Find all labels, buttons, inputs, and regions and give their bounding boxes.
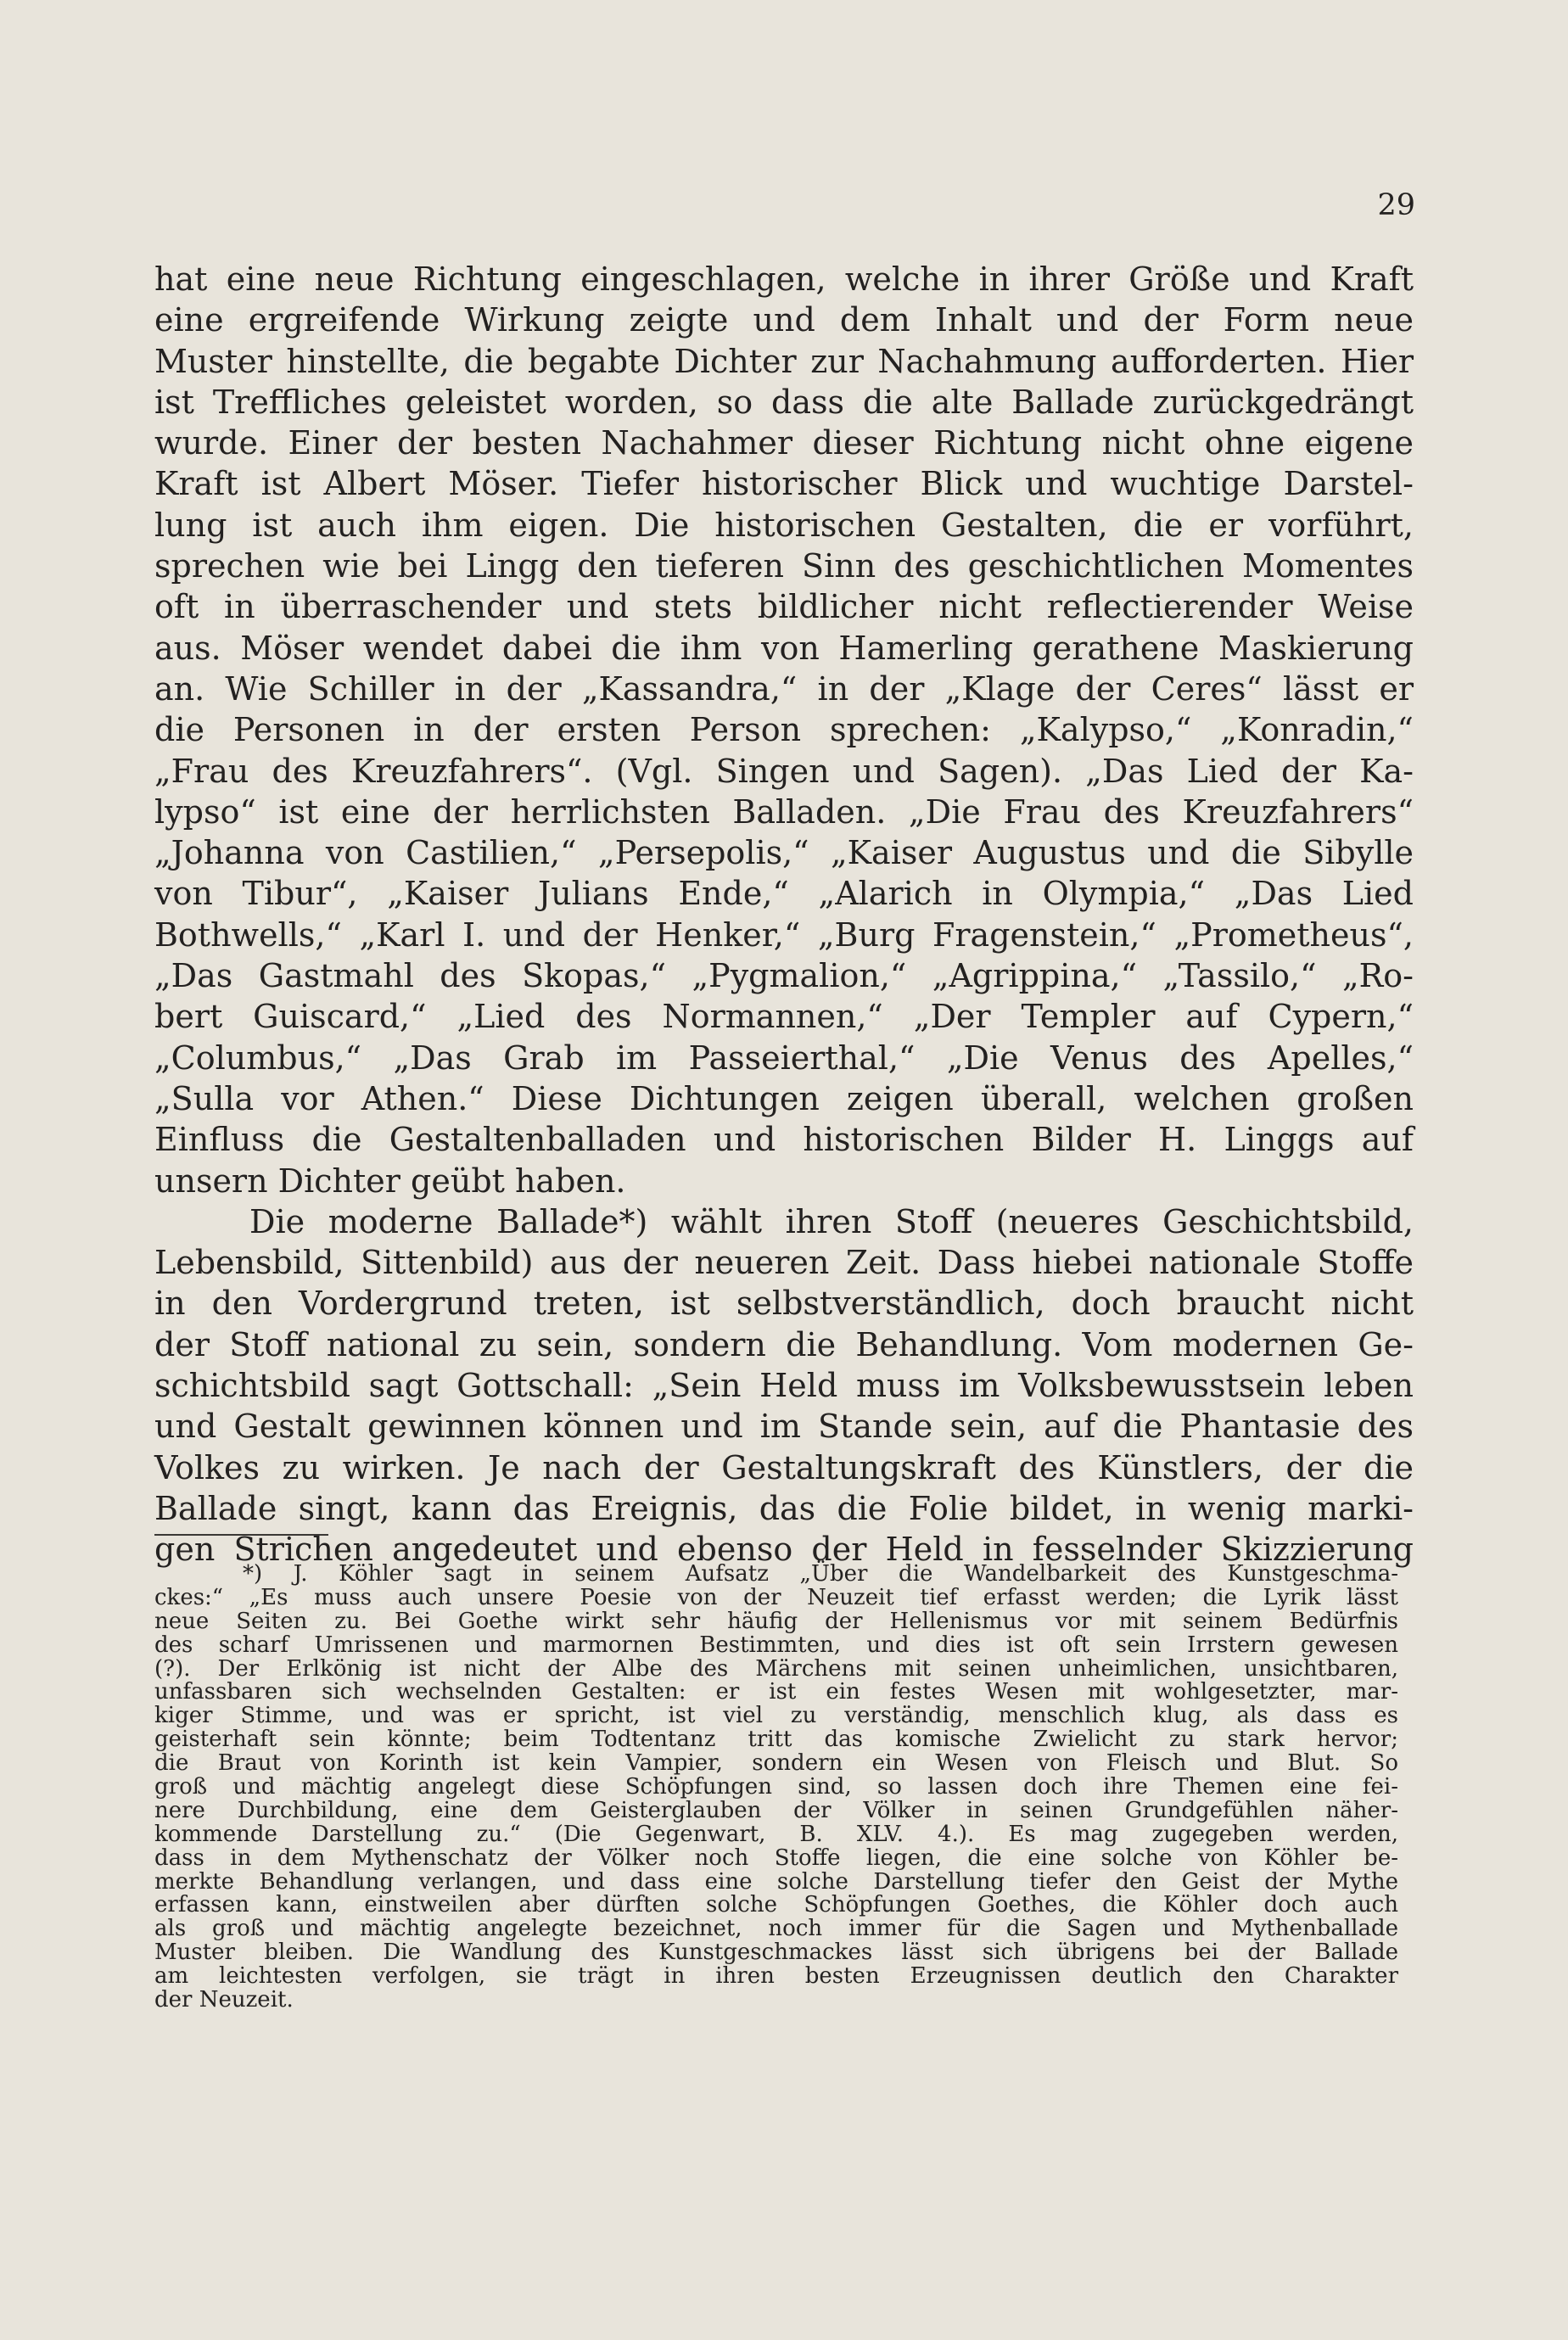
footnote-line: ckes:“ „Es muss auch unsere Poesie von der Neuzeit tief erfasst werden; die Lyrik lässt <box>154 1584 1398 1610</box>
footnote-line: (?). Der Erlkönig ist nicht der Albe des Märchens mit seinen unheimlichen, unsichtbaren, <box>154 1655 1398 1682</box>
body-text <box>154 259 1414 1570</box>
body-line: „Frau des Kreuzfahrers“. (Vgl. Singen und Sagen). „Das Lied der Ka- <box>154 752 1414 790</box>
body-line: an. Wie Schiller in der „Kassandra,“ in der „Klage der Ceres“ lässt er <box>154 669 1414 708</box>
body-line: Einfluss die Gestaltenballaden und historischen Bilder H. Linggs auf <box>154 1121 1414 1159</box>
footnote-line: geisterhaft sein könnte; beim Todtentanz tritt das komische Zwielicht zu stark hervor; <box>154 1727 1398 1753</box>
body-line: „Sulla vor Athen.“ Diese Dichtungen zeigen überall, welchen großen <box>154 1079 1414 1117</box>
body-line: Die moderne Ballade*) wählt ihren Stoff (neueres Geschichtsbild, <box>249 1202 1414 1240</box>
body-line: gen Strichen angedeutet und ebenso der Held in fesselnder Skizzierung <box>154 1531 1414 1569</box>
footnote-line: nere Durchbildung, eine dem Geisterglauben der Völker in seinen Grundgefühlen näher- <box>154 1797 1398 1823</box>
footnote-line: merkte Behandlung verlangen, und dass eine solche Darstellung tiefer den Geist der Mythe <box>154 1868 1398 1895</box>
body-line: der Stoff national zu sein, sondern die Behandlung. Vom modernen Ge- <box>154 1325 1414 1363</box>
body-line: „Johanna von Castilien,“ „Persepolis,“ „Kaiser Augustus und die Sibylle <box>154 834 1414 872</box>
body-line: wurde. Einer der besten Nachahmer dieser Richtung nicht ohne eigene <box>154 424 1414 462</box>
body-line: die Personen in der ersten Person sprechen: „Kalypso,“ „Konradin,“ <box>154 711 1414 749</box>
body-line: „Columbus,“ „Das Grab im Passeierthal,“ „Die Venus des Apelles,“ <box>154 1038 1414 1077</box>
footnote-line: kiger Stimme, und was er spricht, ist viel zu verständig, menschlich klug, als dass es <box>154 1703 1398 1729</box>
body-line: eine ergreifende Wirkung zeigte und dem Inhalt und der Form neue <box>154 301 1414 339</box>
body-line: Volkes zu wirken. Je nach der Gestaltungskraft des Künstlers, der die <box>154 1448 1414 1486</box>
body-line: Lebensbild, Sittenbild) aus der neueren Zeit. Dass hiebei nationale Stoffe <box>154 1244 1414 1282</box>
body-line: Ballade singt, kann das Ereignis, das die Folie bildet, in wenig marki- <box>154 1489 1414 1527</box>
footnote-line: dass in dem Mythenschatz der Völker noch Stoffe liegen, die eine solche von Köhler be- <box>154 1845 1398 1871</box>
body-line: sprechen wie bei Lingg den tieferen Sinn des geschichtlichen Momentes <box>154 547 1414 585</box>
body-line: oft in überraschender und stets bildlicher nicht reflectierender Weise <box>154 588 1414 626</box>
body-line: lung ist auch ihm eigen. Die historischen Gestalten, die er vorführt, <box>154 506 1414 544</box>
body-line: lypso“ ist eine der herrlichsten Balladen. „Die Frau des Kreuzfahrers“ <box>154 792 1414 831</box>
footnote-line: Muster bleiben. Die Wandlung des Kunstgeschmackes lässt sich übrigens bei der Ballade <box>154 1940 1398 1966</box>
body-line: von Tibur“, „Kaiser Julians Ende,“ „Alarich in Olympia,“ „Das Lied <box>154 875 1414 913</box>
footnote-line: des scharf Umrissenen und marmornen Bestimmten, und dies ist oft sein Irrstern gewesen <box>154 1632 1398 1658</box>
footnote-line: neue Seiten zu. Bei Goethe wirkt sehr häufig der Hellenismus vor mit seinem Bedürfnis <box>154 1608 1398 1634</box>
body-line: Muster hinstellte, die begabte Dichter zur Nachahmung aufforderten. Hier <box>154 342 1414 380</box>
body-line: bert Guiscard,“ „Lied des Normannen,“ „Der Templer auf Cypern,“ <box>154 998 1414 1036</box>
footnote-line: am leichtesten verfolgen, sie trägt in ihren besten Erzeugnissen deutlich den Charakter <box>154 1963 1398 1990</box>
body-line: unsern Dichter geübt haben. <box>154 1162 626 1200</box>
footnote-line: erfassen kann, einstweilen aber dürften solche Schöpfungen Goethes, die Köhler doch auch <box>154 1892 1398 1918</box>
body-line: „Das Gastmahl des Skopas,“ „Pygmalion,“ „Agrippina,“ „Tassilo,“ „Ro- <box>154 957 1414 995</box>
footnote-line: die Braut von Korinth ist kein Vampier, sondern ein Wesen von Fleisch und Blut. So <box>154 1750 1398 1777</box>
footnote <box>154 1563 1398 2013</box>
body-line: Bothwells,“ „Karl I. und der Henker,“ „Burg Fragenstein,“ „Prometheus“, <box>154 915 1414 954</box>
body-line: aus. Möser wendet dabei die ihm von Hamerling gerathene Maskierung <box>154 629 1414 667</box>
body-line: und Gestalt gewinnen können und im Stande sein, auf die Phantasie des <box>154 1408 1414 1446</box>
body-line: ist Treffliches geleistet worden, so dass die alte Ballade zurückgedrängt <box>154 383 1414 421</box>
footnote-line: *) J. Köhler sagt in seinem Aufsatz „Über die Wandelbarkeit des Kunstgeschma- <box>243 1561 1398 1587</box>
page-number: 29 <box>1377 188 1415 222</box>
footnote-line: der Neuzeit. <box>154 1987 294 2013</box>
footnote-line: groß und mächtig angelegt diese Schöpfungen sind, so lassen doch ihre Themen eine fei- <box>154 1774 1398 1800</box>
body-line: schichtsbild sagt Gottschall: „Sein Held muss im Volksbewusstsein leben <box>154 1367 1414 1405</box>
footnote-divider <box>154 1534 328 1536</box>
body-line: in den Vordergrund treten, ist selbstverständlich, doch braucht nicht <box>154 1285 1414 1323</box>
footnote-line: kommende Darstellung zu.“ (Die Gegenwart, B. XLV. 4.). Es mag zugegeben werden, <box>154 1821 1398 1847</box>
body-line: Kraft ist Albert Möser. Tiefer historischer Blick und wuchtige Darstel- <box>154 465 1414 503</box>
footnote-line: als groß und mächtig angelegte bezeichnet, noch immer für die Sagen und Mythenballade <box>154 1916 1398 1942</box>
body-line: hat eine neue Richtung eingeschlagen, welche in ihrer Größe und Kraft <box>154 260 1414 298</box>
footnote-line: unfassbaren sich wechselnden Gestalten: er ist ein festes Wesen mit wohlgesetzter, mar- <box>154 1679 1398 1705</box>
